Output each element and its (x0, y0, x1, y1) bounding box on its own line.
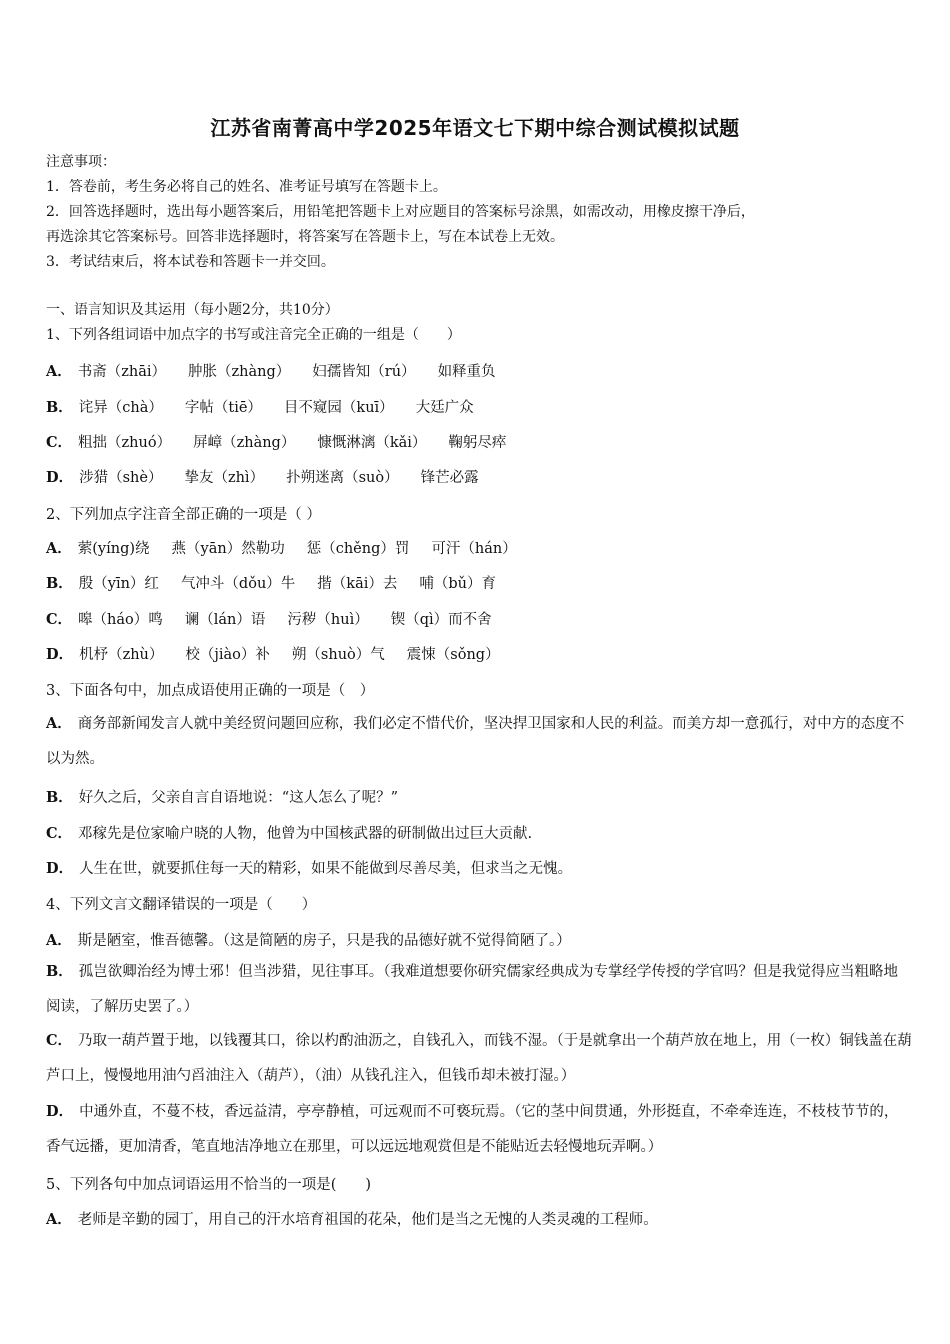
q4-option-d (46, 1094, 912, 1165)
q5-stem: 5、下列各句中加点词语运用不恰当的一项是( ) (46, 1177, 372, 1193)
option-item: 校（jiào）补 (185, 647, 270, 663)
q3-option-c (46, 822, 912, 843)
option-item: 机杼（zhù） (79, 647, 164, 663)
q3-option-a (46, 706, 912, 777)
option-item: 挚友（zhì） (184, 470, 265, 486)
q2-option-c (46, 608, 912, 629)
q1-stem: 1、下列各组词语中加点字的书写或注音完全正确的一组是（ ） (46, 327, 461, 343)
q1-option-a (46, 360, 912, 381)
option-label: A． (46, 932, 72, 949)
option-item: 鞠躬尽瘁 (448, 435, 507, 451)
section-heading: 一、语言知识及其运用（每小题2分，共10分） (46, 302, 339, 318)
option-label: C． (46, 1032, 73, 1049)
option-item: 殷（yīn）红 (78, 576, 159, 592)
option-label: D． (46, 1103, 74, 1120)
option-text: 中通外直，不蔓不枝，香远益清，亭亭静植，可远观而不可亵玩焉。（它的茎中间贯通，外形挺直，不牵牵连连，不枝枝节节的，香气远播，更加清香，笔直地洁净地立在那里，可以远远地观赏但是不能贴近去轻慢地玩弄啊。） (46, 1104, 899, 1155)
option-text: 斯是陋室，惟吾德馨。（这是简陋的房子，只是我的品德好就不觉得简陋了。） (77, 933, 571, 949)
notice-line-2: 2．回答选择题时，选出每小题答案后，用铅笔把答题卡上对应题目的答案标号涂黑，如需改动，用橡皮擦干净后， (46, 204, 755, 220)
option-item: 锲（qì）而不舍 (390, 612, 492, 628)
q5-option-a (46, 1208, 912, 1229)
option-text: 好久之后，父亲自言自语地说：“这人怎么了呢？” (78, 790, 399, 806)
option-item: 锋芒必露 (420, 470, 479, 486)
option-label: A． (46, 715, 72, 732)
option-item: 屏嶂（zhàng） (193, 435, 296, 451)
option-label: B． (46, 963, 73, 980)
option-text: 邓稼先是位家喻户晓的人物，他曾为中国核武器的研制做出过巨大贡献. (78, 826, 533, 842)
option-item: 嗥（háo）鸣 (78, 612, 163, 628)
option-item: 诧异（chà） (78, 400, 163, 416)
q4-option-b (46, 954, 912, 1025)
q4-option-c (46, 1023, 912, 1094)
q1-option-b (46, 396, 912, 417)
option-item: 燕（yān）然勒功 (171, 541, 285, 557)
option-item: 慷慨淋漓（kǎi） (317, 435, 427, 451)
option-item: 粗拙（zhuó） (78, 435, 172, 451)
q2-option-d (46, 643, 912, 664)
q1-option-c (46, 431, 912, 452)
option-item: 目不窥园（kuī） (283, 400, 394, 416)
notice-line-3: 再选涂其它答案标号。回答非选择题时，将答案写在答题卡上，写在本试卷上无效。 (46, 229, 564, 245)
option-label: D． (46, 469, 74, 486)
q2-option-a (46, 537, 912, 558)
option-item: 涉猎（shè） (79, 470, 163, 486)
option-label: B． (46, 575, 73, 592)
q2-option-b (46, 572, 912, 593)
option-item: 大廷广众 (415, 400, 474, 416)
option-item: 扑朔迷离（suò） (286, 470, 399, 486)
option-item: 可汗（hán） (431, 541, 517, 557)
option-label: A． (46, 1211, 72, 1228)
option-text: 人生在世，就要抓住每一天的精彩，如果不能做到尽善尽美，但求当之无愧。 (79, 861, 573, 877)
option-item: 气冲斗（dǒu）牛 (180, 576, 296, 592)
option-item: 哺（bǔ）育 (419, 576, 496, 592)
notice-line-4: 3．考试结束后，将本试卷和答题卡一并交回。 (46, 254, 335, 270)
option-label: C． (46, 434, 73, 451)
option-item: 字帖（tiē） (184, 400, 262, 416)
q3-option-b (46, 786, 912, 807)
q4-option-a (46, 929, 912, 950)
option-item: 震悚（sǒng） (406, 647, 500, 663)
option-item: 惩（chěng）罚 (306, 541, 410, 557)
option-label: C． (46, 825, 73, 842)
option-label: A． (46, 540, 72, 557)
option-item: 萦(yíng)绕 (77, 541, 150, 557)
option-item: 朔（shuò）气 (291, 647, 385, 663)
q3-stem: 3、下面各句中，加点成语使用正确的一项是（ ） (46, 683, 375, 699)
option-text: 商务部新闻发言人就中美经贸问题回应称，我们必定不惜代价，坚决捍卫国家和人民的利益。而美方却一意孤行，对中方的态度不以为然。 (46, 716, 905, 767)
option-item: 如释重负 (437, 364, 496, 380)
option-item: 妇孺皆知（rú） (312, 364, 416, 380)
option-label: D． (46, 860, 74, 877)
option-label: C． (46, 611, 73, 628)
q4-stem: 4、下列文言文翻译错误的一项是（ ） (46, 897, 317, 913)
option-text: 孤岂欲卿治经为博士邪！但当涉猎，见往事耳。（我难道想要你研究儒家经典成为专掌经学传授的学官吗？但是我觉得应当粗略地阅读，了解历史罢了。） (46, 964, 899, 1015)
q1-option-d (46, 466, 912, 487)
option-item: 污秽（huì） (287, 612, 369, 628)
document-title: 江苏省南菁高中学2025年语文七下期中综合测试模拟试题 (210, 116, 740, 140)
notice-line-1: 1．答卷前，考生务必将自己的姓名、准考证号填写在答题卡上。 (46, 179, 447, 195)
option-label: D． (46, 646, 74, 663)
option-item: 谰（lán）语 (184, 612, 266, 628)
q2-stem: 2、下列加点字注音全部正确的一项是（ ） (46, 507, 321, 523)
option-text: 乃取一葫芦置于地，以钱覆其口，徐以杓酌油沥之，自钱孔入，而钱不湿。（于是就拿出一个葫芦放在地上，用（一枚）铜钱盖在葫芦口上，慢慢地用油勺舀油注入（葫芦），（油）从钱孔注入，但钱币却未被打湿。） (46, 1033, 912, 1084)
option-item: 书斋（zhāi） (77, 364, 167, 380)
q3-option-d (46, 857, 912, 878)
option-label: A． (46, 363, 72, 380)
option-text: 老师是辛勤的园丁，用自己的汗水培育祖国的花朵，他们是当之无愧的人类灵魂的工程师。 (77, 1212, 658, 1228)
option-label: B． (46, 399, 73, 416)
option-item: 肿胀（zhàng） (188, 364, 291, 380)
notice-heading: 注意事项： (46, 154, 116, 170)
option-item: 揩（kāi）去 (317, 576, 398, 592)
option-label: B． (46, 789, 73, 806)
